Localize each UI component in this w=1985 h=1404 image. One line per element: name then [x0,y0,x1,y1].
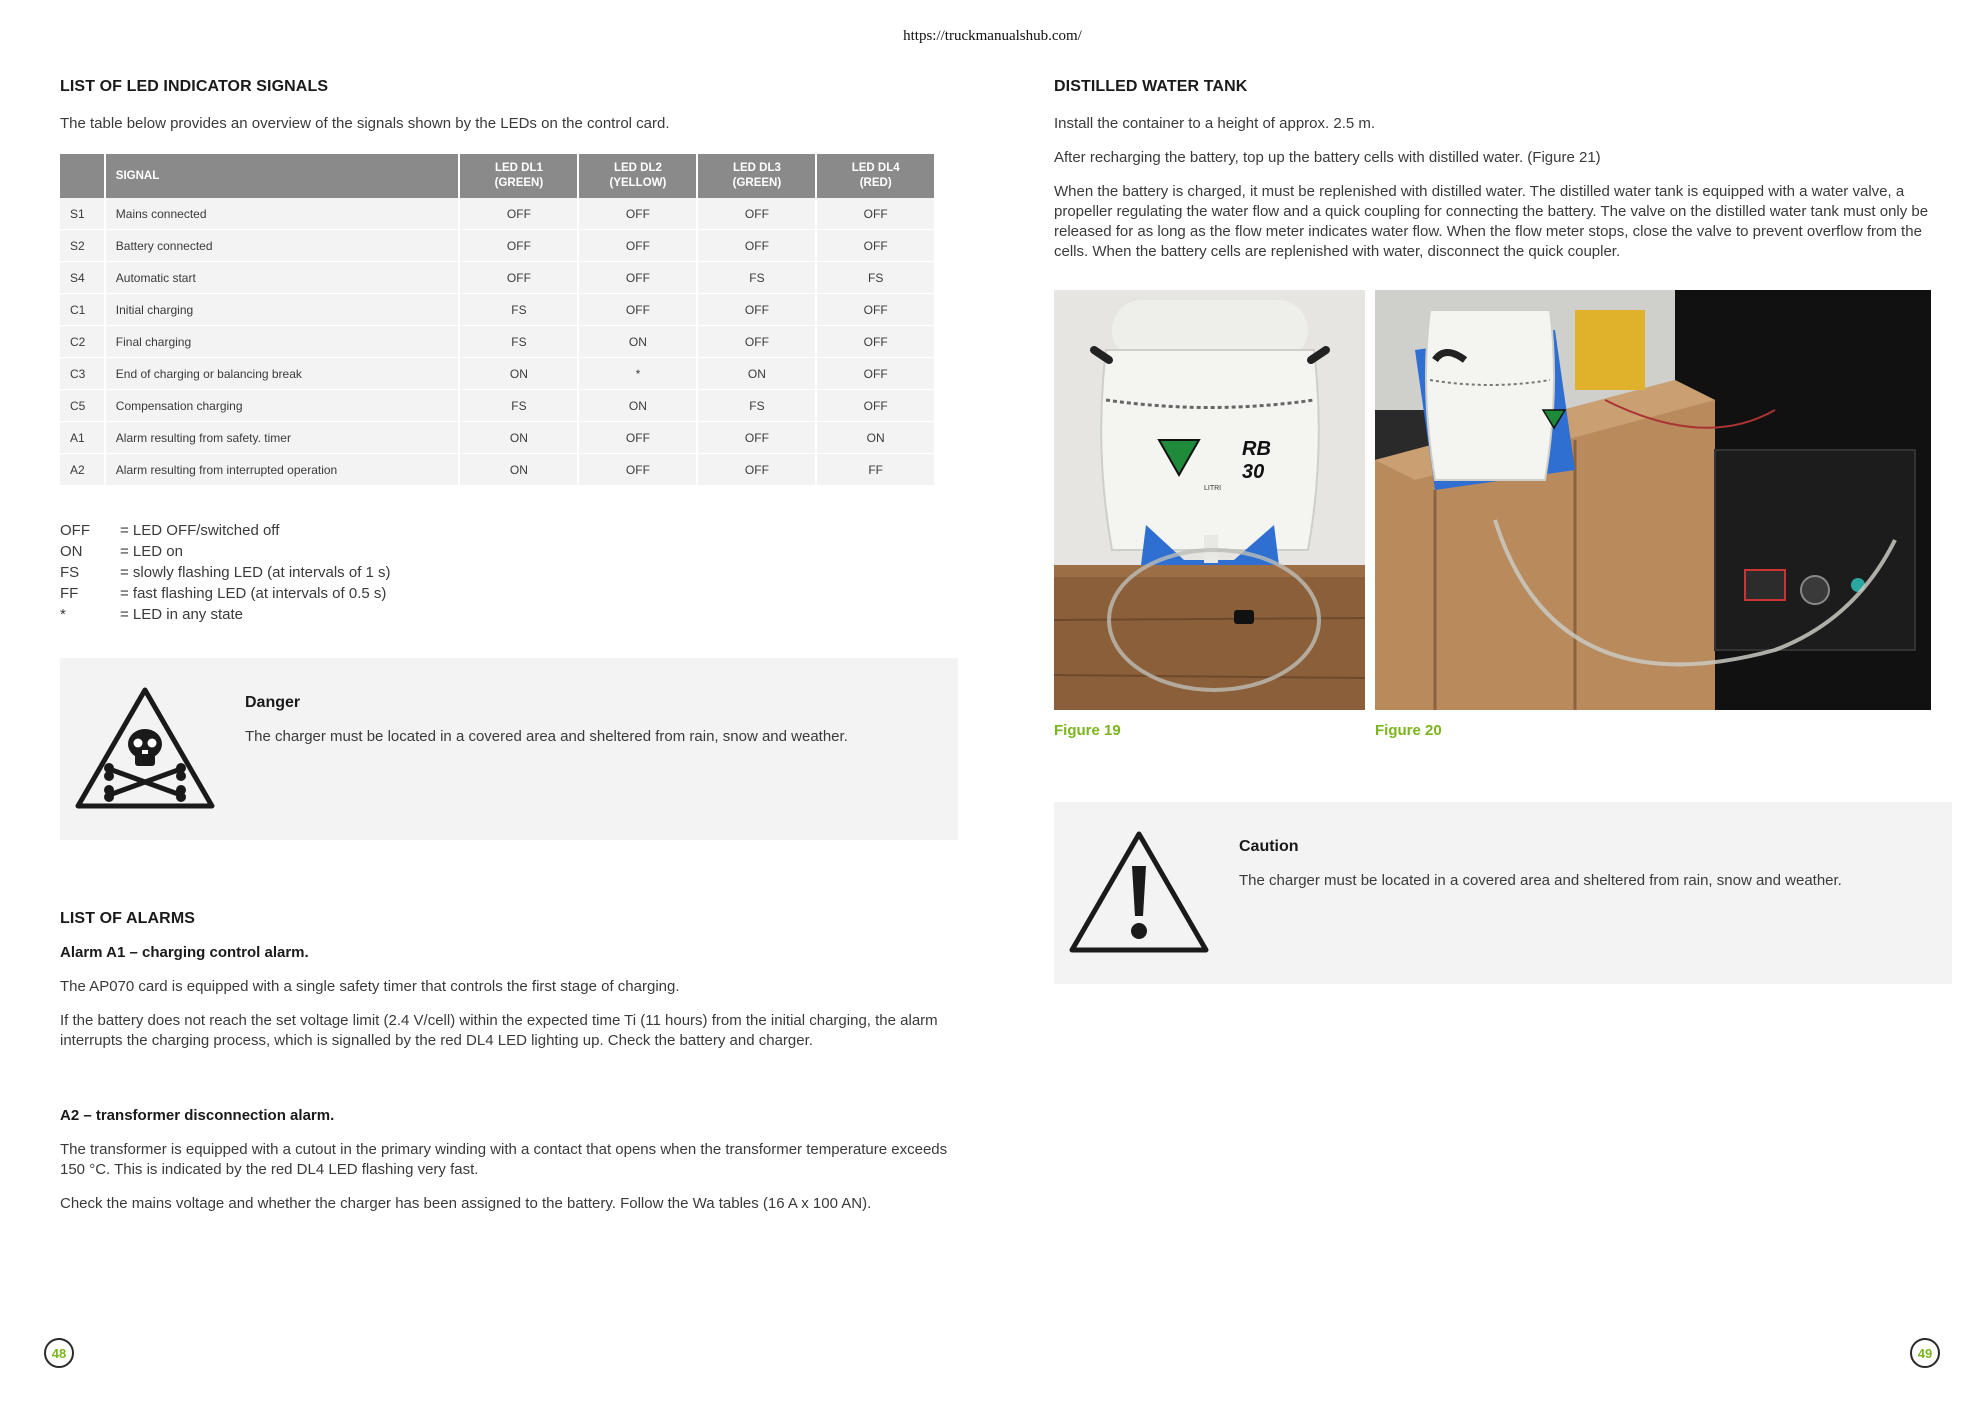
signal-name-cell: Compensation charging [106,390,461,422]
danger-text: The charger must be located in a covered area and sheltered from rain, snow and weather. [245,728,848,745]
page-number-right: 49 [1910,1338,1940,1368]
signal-code-cell: C2 [60,326,106,358]
signal-name-cell: Alarm resulting from safety. timer [106,422,461,454]
danger-notice [60,658,958,840]
led-state-cell: OFF [698,230,817,262]
alarm-a1-paragraph-1: The AP070 card is equipped with a single safety timer that controls the first stage of charging. [60,978,680,995]
figure-19-image [1054,290,1365,710]
danger-title: Danger [245,694,301,711]
water-tank-paragraph-3: When the battery is charged, it must be replenished with distilled water. The distilled water tank is equipped with a water valve, a propeller regulating the water flow and a quick coupling for connecting the battery. The valve on the distilled water tank must only be released for as long as the flow meter indicates water flow. When the flow meter stops, close the valve to prevent overflow from the cells. When the battery cells are replenished with water, disconnect the quick coupler. [1054,183,1929,260]
led-state-cell: OFF [698,294,817,326]
table-header-row [60,154,936,198]
table-header-cell: LED DL4 (RED) [817,154,936,198]
led-state-cell: OFF [817,326,936,358]
led-state-cell: * [579,358,698,390]
skull-crossbones-icon [72,684,218,814]
alarm-a1-paragraph-2: If the battery does not reach the set voltage limit (2.4 V/cell) within the expected time Ti (11 hours) from the initial charging, the alarm interrupts the charging process, which is signalled by the red DL4 LED lighting up. Check the battery and charger. [60,1012,938,1049]
legend-description: = fast flashing LED (at intervals of 0.5 s) [120,585,387,602]
led-state-cell: ON [579,326,698,358]
water-tank-paragraph-1: Install the container to a height of approx. 2.5 m. [1054,115,1376,132]
legend-item [60,541,955,562]
led-state-cell: FS [698,262,817,294]
table-header-cell: LED DL1 (GREEN) [460,154,579,198]
led-state-cell: FS [817,262,936,294]
led-state-cell: OFF [698,454,817,486]
alarm-a2-title: A2 – transformer disconnection alarm. [60,1107,335,1124]
legend-key: * [60,606,66,623]
table-header-cell: SIGNAL [106,154,461,198]
left-page [60,78,955,1228]
alarms-title: LIST OF ALARMS [60,910,196,927]
signal-code-cell: A2 [60,454,106,486]
tank-label-rb: RB [1242,438,1271,460]
led-state-cell: OFF [817,230,936,262]
legend-key: ON [60,543,83,560]
signal-name-cell: End of charging or balancing break [106,358,461,390]
legend-key: OFF [60,522,90,539]
table-header-cell [60,154,106,198]
alarm-a2-paragraph-2: Check the mains voltage and whether the charger has been assigned to the battery. Follow the Wa tables (16 A x 100 AN). [60,1195,872,1212]
alarm-a2-paragraph-1: The transformer is equipped with a cutout in the primary winding with a contact that opens when the transformer temperature exceeds 150 °C. This is indicated by the red DL4 LED flashing very fast. [60,1141,948,1178]
led-state-cell: OFF [817,294,936,326]
signal-code-cell: S1 [60,198,106,230]
led-state-cell: OFF [579,230,698,262]
figure-20-image [1375,290,1931,710]
signal-code-cell: S4 [60,262,106,294]
tank-label-30: 30 [1242,461,1265,483]
led-state-cell: ON [460,422,579,454]
table-row [60,390,936,422]
figure-19-caption: Figure 19 [1054,722,1121,739]
table-header-cell: LED DL3 (GREEN) [698,154,817,198]
caution-text: The charger must be located in a covered area and sheltered from rain, snow and weather. [1239,872,1842,889]
source-url[interactable]: https://truckmanualshub.com/ [903,28,1082,44]
right-page [1054,78,1954,984]
signal-name-cell: Alarm resulting from interrupted operation [106,454,461,486]
table-row [60,230,936,262]
figures [1054,290,1954,760]
table-row [60,326,936,358]
led-state-cell: FF [817,454,936,486]
warning-exclamation-icon [1066,828,1212,958]
signal-name-cell: Battery connected [106,230,461,262]
table-header-cell: LED DL2 (YELLOW) [579,154,698,198]
tank-label-litri: LITRI [1204,485,1222,492]
led-state-cell: OFF [460,230,579,262]
led-state-cell: OFF [817,358,936,390]
signal-code-cell: C1 [60,294,106,326]
table-row [60,294,936,326]
led-state-cell: ON [698,358,817,390]
led-section-intro: The table below provides an overview of the signals shown by the LEDs on the control card. [60,115,670,132]
table-row [60,358,936,390]
table-row [60,422,936,454]
led-signal-table [60,154,936,486]
legend-description: = slowly flashing LED (at intervals of 1 s) [120,564,391,581]
led-state-cell: OFF [460,198,579,230]
legend-item [60,604,955,625]
led-state-cell: OFF [817,390,936,422]
caution-notice [1054,802,1952,984]
led-state-cell: OFF [460,262,579,294]
led-state-cell: OFF [817,198,936,230]
signal-name-cell: Mains connected [106,198,461,230]
water-tank-paragraph-2: After recharging the battery, top up the battery cells with distilled water. (Figure 21) [1054,149,1601,166]
signal-name-cell: Final charging [106,326,461,358]
led-state-cell: ON [579,390,698,422]
led-state-cell: ON [817,422,936,454]
signal-name-cell: Initial charging [106,294,461,326]
led-state-cell: OFF [698,326,817,358]
caution-title: Caution [1239,838,1299,855]
table-row [60,262,936,294]
led-section-title: LIST OF LED INDICATOR SIGNALS [60,78,329,95]
legend-key: FF [60,585,79,602]
water-tank-title: DISTILLED WATER TANK [1054,78,1248,95]
led-state-cell: ON [460,454,579,486]
signal-name-cell: Automatic start [106,262,461,294]
led-state-cell: FS [460,390,579,422]
legend-item [60,520,955,541]
led-legend [60,520,955,625]
signal-code-cell: A1 [60,422,106,454]
led-state-cell: OFF [698,422,817,454]
signal-code-cell: S2 [60,230,106,262]
led-state-cell: FS [698,390,817,422]
led-state-cell: OFF [579,422,698,454]
table-row [60,454,936,486]
led-state-cell: FS [460,326,579,358]
led-state-cell: OFF [579,262,698,294]
alarm-a1-title: Alarm A1 – charging control alarm. [60,944,309,961]
signal-code-cell: C5 [60,390,106,422]
led-state-cell: OFF [698,198,817,230]
legend-item [60,583,955,604]
led-state-cell: OFF [579,198,698,230]
legend-key: FS [60,564,80,581]
page-number-left: 48 [44,1338,74,1368]
led-state-cell: OFF [579,454,698,486]
signal-code-cell: C3 [60,358,106,390]
figure-20-caption: Figure 20 [1375,722,1442,739]
table-row [60,198,936,230]
led-state-cell: FS [460,294,579,326]
legend-description: = LED in any state [120,606,243,623]
led-state-cell: ON [460,358,579,390]
legend-item [60,562,955,583]
legend-description: = LED on [120,543,183,560]
legend-description: = LED OFF/switched off [120,522,280,539]
led-state-cell: OFF [579,294,698,326]
